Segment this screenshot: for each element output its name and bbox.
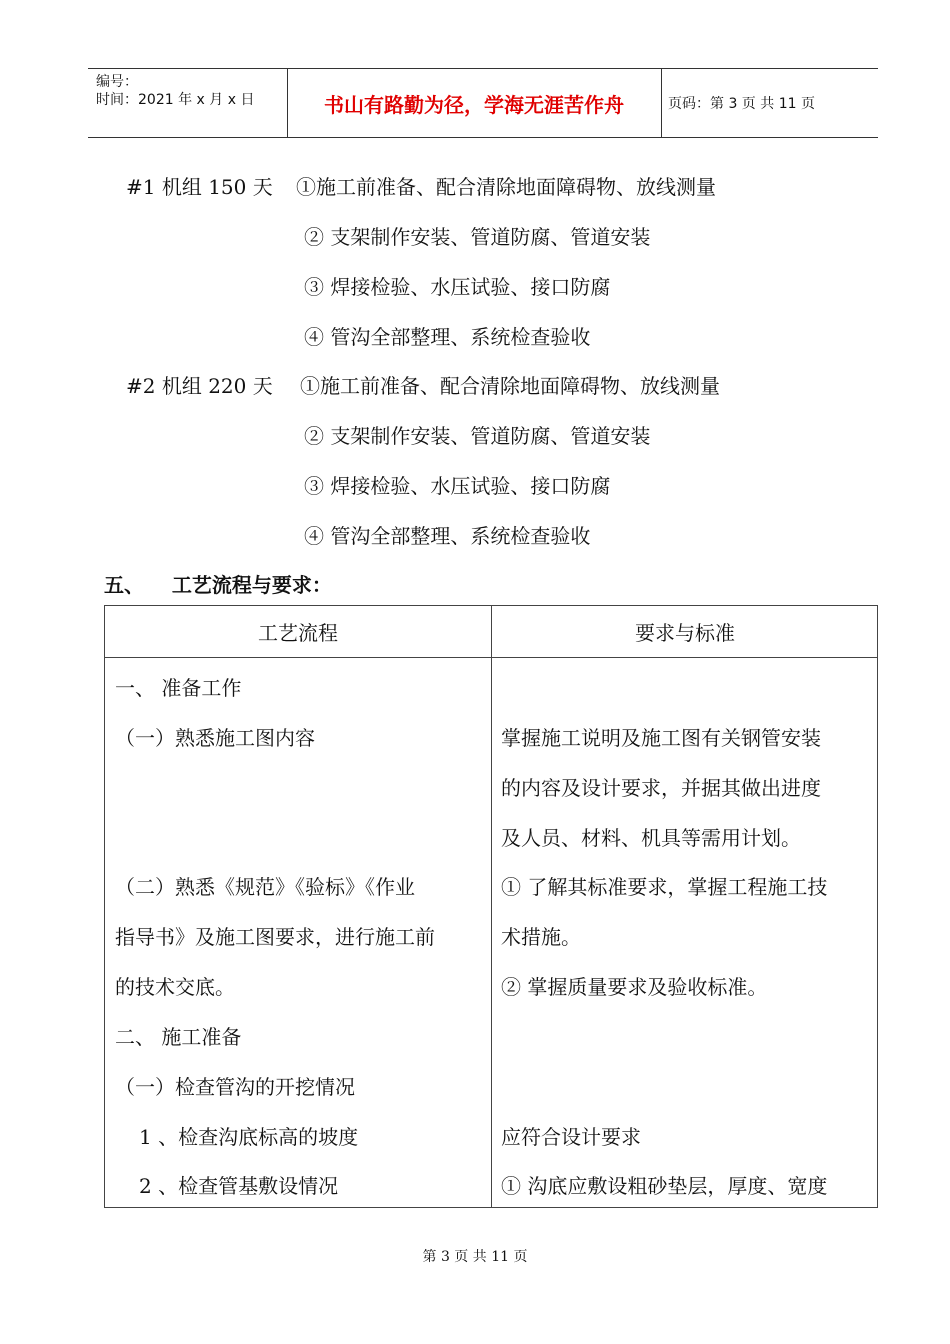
schedule-step: ② 支架制作安装、管道防腐、管道安装 — [304, 225, 651, 249]
table-cell-process: 的技术交底。 — [115, 975, 235, 999]
table-cell-requirement: 掌握施工说明及施工图有关钢管安装 — [501, 726, 821, 750]
table-cell-process: （二）熟悉《规范》《验标》《作业 — [115, 875, 415, 899]
table-column-divider — [491, 606, 492, 1207]
header-motto: 书山有路勤为径，学海无涯苦作舟 — [324, 92, 624, 117]
table-cell-process: 二、 施工准备 — [115, 1025, 242, 1049]
schedule-step: ①施工前准备、配合清除地面障碍物、放线测量 — [296, 175, 716, 199]
schedule-unit: #1 机组 150 天 — [126, 175, 273, 199]
header-page-info: 页码：第 3 页 共 11 页 — [668, 96, 815, 112]
table-cell-requirement: 的内容及设计要求，并据其做出进度 — [501, 776, 821, 800]
schedule-step: ①施工前准备、配合清除地面障碍物、放线测量 — [300, 374, 720, 398]
page-footer: 第 3 页 共 11 页 — [422, 1249, 528, 1265]
table-cell-process: 指导书》及施工图要求，进行施工前 — [115, 925, 435, 949]
table-cell-requirement: ② 掌握质量要求及验收标准。 — [501, 975, 768, 999]
table-cell-requirement: ① 沟底应敷设粗砂垫层，厚度、宽度 — [501, 1174, 828, 1198]
process-table — [104, 605, 878, 1208]
table-header-requirements: 要求与标准 — [635, 621, 735, 645]
schedule-unit: #2 机组 220 天 — [126, 374, 273, 398]
table-cell-process: 2 、检查管基敷设情况 — [139, 1174, 339, 1198]
table-cell-requirement: 术措施。 — [501, 925, 581, 949]
table-cell-requirement: 及人员、材料、机具等需用计划。 — [501, 826, 801, 850]
header-meta — [96, 73, 286, 109]
table-cell-requirement: ① 了解其标准要求，掌握工程施工技 — [501, 875, 828, 899]
schedule-step: ③ 焊接检验、水压试验、接口防腐 — [304, 474, 611, 498]
table-cell-requirement: 应符合设计要求 — [501, 1125, 641, 1149]
time-label: 时间：2021 年 x 月 x 日 — [96, 92, 255, 108]
schedule-step: ④ 管沟全部整理、系统检查验收 — [304, 325, 591, 349]
section-title: 五、 工艺流程与要求： — [104, 573, 332, 597]
table-cell-process: （一）检查管沟的开挖情况 — [115, 1075, 355, 1099]
table-cell-process: 1 、检查沟底标高的坡度 — [139, 1125, 359, 1149]
schedule-step: ③ 焊接检验、水压试验、接口防腐 — [304, 275, 611, 299]
table-header-process: 工艺流程 — [258, 621, 338, 645]
page-header — [88, 68, 878, 138]
schedule-step: ④ 管沟全部整理、系统检查验收 — [304, 524, 591, 548]
table-header-divider — [105, 657, 877, 658]
number-label: 编号： — [96, 74, 138, 90]
header-divider — [661, 69, 662, 137]
table-cell-process: （一）熟悉施工图内容 — [115, 726, 315, 750]
schedule-step: ② 支架制作安装、管道防腐、管道安装 — [304, 424, 651, 448]
table-cell-process: 一、 准备工作 — [115, 676, 242, 700]
